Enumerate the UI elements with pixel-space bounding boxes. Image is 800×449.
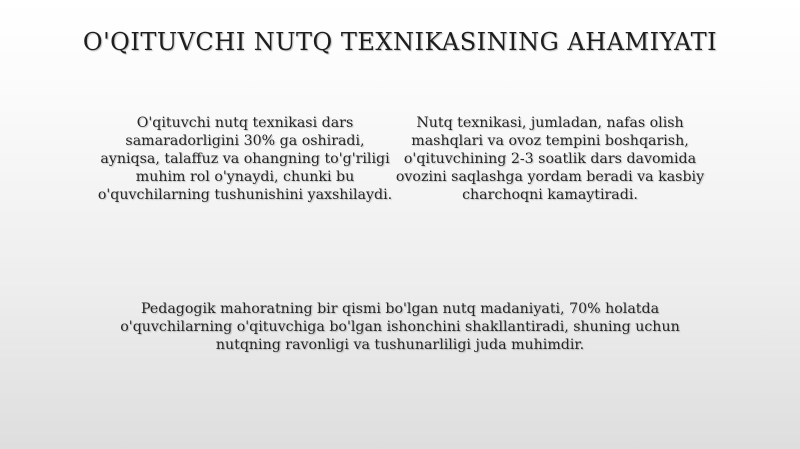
slide-title: O'QITUVCHI NUTQ TEXNIKASINING AHAMIYATI [82, 28, 718, 56]
paragraph-bottom: Pedagogik mahoratning bir qismi bo'lgan nutq madaniyati, 70% holatda o'quvchilarning o'qituvchiga bo'lgan ishonchini shakllantiradi, shuning uchun nutqning ravonligi va tushunarliligi juda muhimdir. [120, 301, 680, 353]
paragraph-left: O'qituvchi nutq texnikasi dars samaradorligini 30% ga oshiradi, ayniqsa, talaffuz va ohangning to'g'riligi muhim rol o'ynaydi, chunki bu o'quvchilarning tushunishini yaxshilaydi. [97, 115, 393, 203]
paragraph-right: Nutq texnikasi, jumladan, nafas olish mashqlari va ovoz tempini boshqarish, o'qituvchining 2-3 soatlik dars davomida ovozini saqlashga yordam beradi va kasbiy charchoqni kamaytiradi. [395, 115, 705, 203]
